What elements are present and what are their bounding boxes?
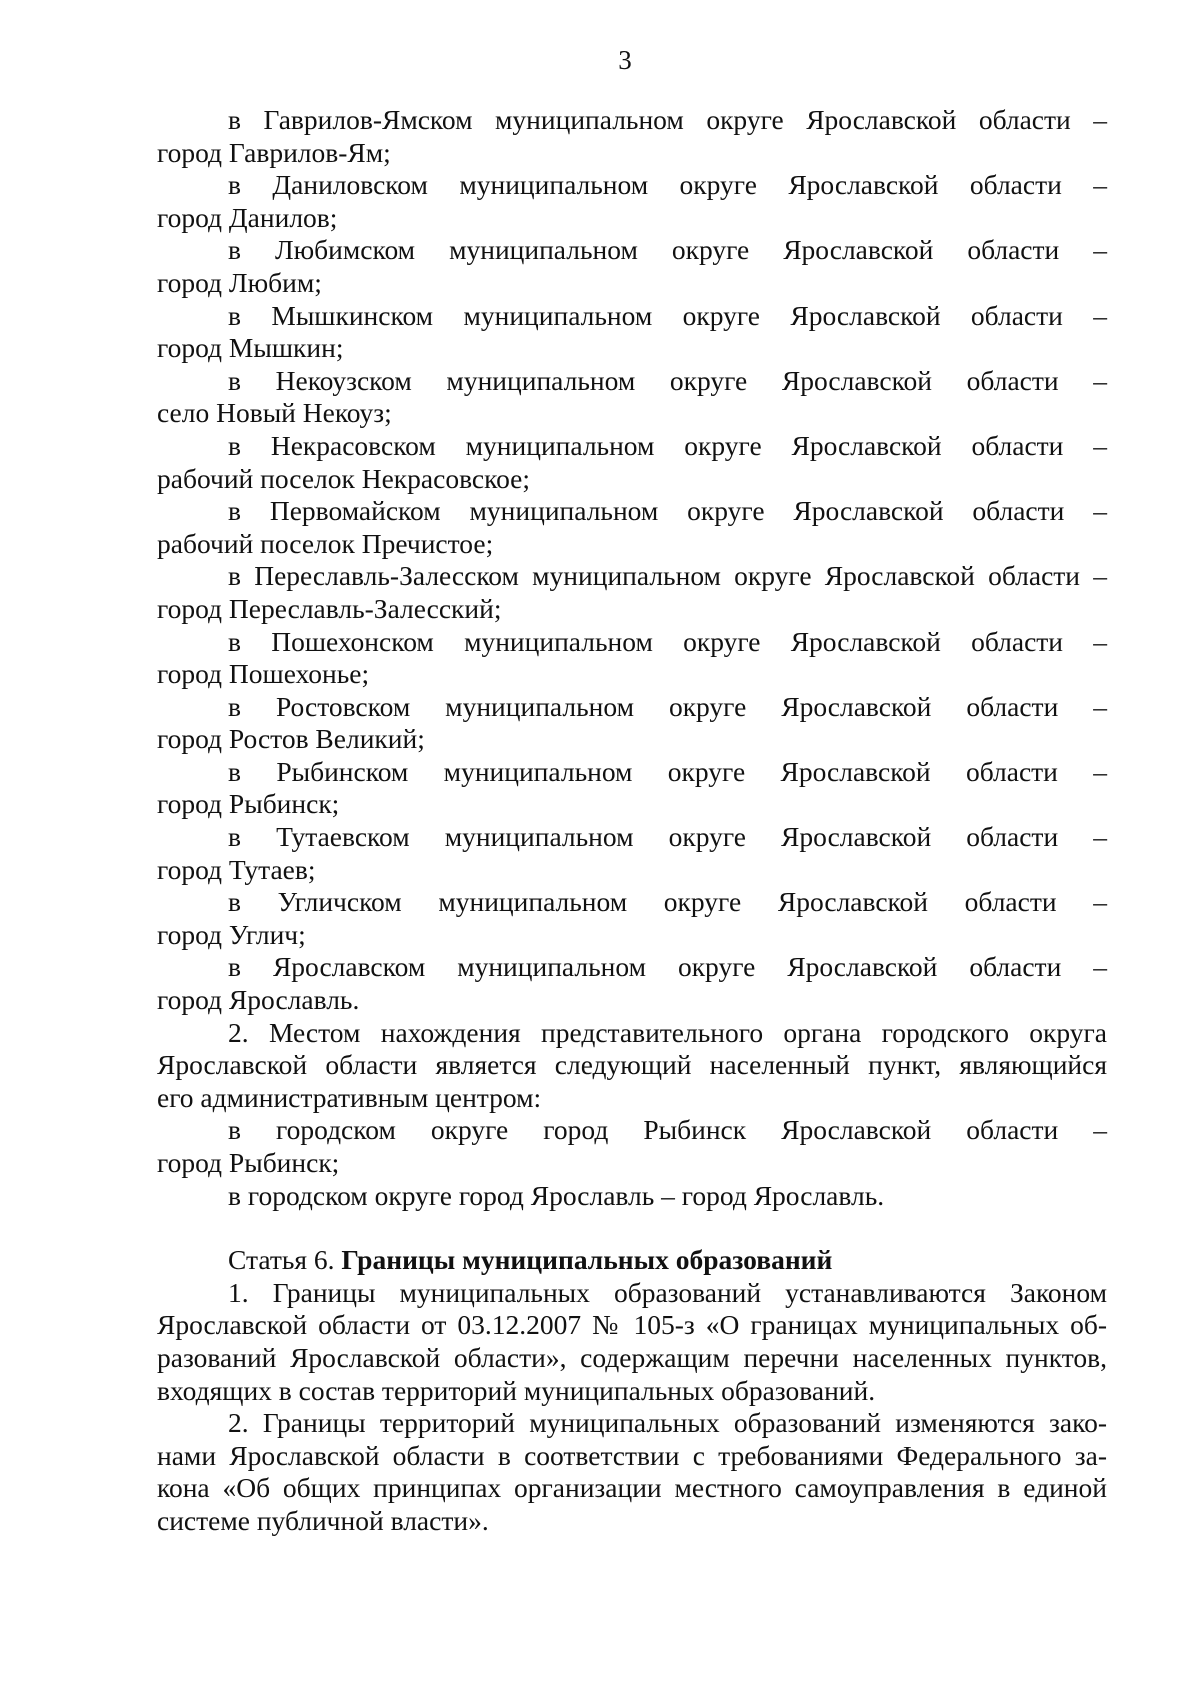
paragraph-line: Ярославской области является следующий населенный пункт, являющийся bbox=[157, 1049, 1107, 1081]
district-center: город Переславль-Залесский; bbox=[157, 592, 502, 624]
district-line: в Мышкинском муниципальном округе Ярославской области – bbox=[228, 299, 1107, 331]
district-line: в Тутаевском муниципальном округе Ярославской области – bbox=[228, 821, 1107, 853]
district-line: в Переславль-Залесском муниципальном округе Ярославской области – bbox=[228, 560, 1107, 592]
city-district-center: город Рыбинск; bbox=[157, 1147, 340, 1178]
paragraph-line: его административным центром: bbox=[157, 1081, 542, 1113]
district-center: рабочий поселок Некрасовское; bbox=[157, 462, 530, 494]
paragraph-line: входящих в состав территорий муниципальных образований. bbox=[157, 1374, 876, 1406]
paragraph-line: системе публичной власти». bbox=[157, 1504, 489, 1536]
district-line: в Пошехонском муниципальном округе Ярославской области – bbox=[228, 625, 1107, 657]
spacer bbox=[157, 1212, 1107, 1244]
paragraph-line: 2. Местом нахождения представительного органа городского округа bbox=[228, 1016, 1107, 1048]
district-center: город Рыбинск; bbox=[157, 788, 340, 820]
district-line: в Даниловском муниципальном округе Ярославской области – bbox=[228, 169, 1107, 201]
city-district-list bbox=[157, 1114, 1107, 1212]
document-body bbox=[157, 104, 1107, 1538]
district-line: в Первомайском муниципальном округе Ярославской области – bbox=[228, 495, 1107, 527]
article-6 bbox=[157, 1244, 1107, 1537]
district-center: село Новый Некоуз; bbox=[157, 397, 392, 429]
city-district-line: в городском округе город Ярославль – город Ярославль. bbox=[228, 1179, 885, 1211]
district-center: город Любим; bbox=[157, 266, 322, 298]
district-center: город Данилов; bbox=[157, 201, 338, 233]
paragraph-line: Ярославской области от 03.12.2007 № 105-з «О границах муниципальных об- bbox=[157, 1309, 1107, 1341]
paragraph-line: разований Ярославской области», содержащим перечни населенных пунктов, bbox=[157, 1341, 1107, 1373]
district-center: город Гаврилов-Ям; bbox=[157, 136, 391, 168]
paragraph-2 bbox=[157, 1017, 1107, 1115]
district-center: город Мышкин; bbox=[157, 332, 344, 364]
district-line: в Угличском муниципальном округе Ярославской области – bbox=[228, 886, 1107, 918]
article-number: Статья 6. bbox=[228, 1244, 342, 1276]
district-line: в Некрасовском муниципальном округе Ярославской области – bbox=[228, 429, 1107, 461]
district-line: в Ростовском муниципальном округе Ярославской области – bbox=[228, 690, 1107, 722]
paragraph-line: нами Ярославской области в соответствии с требованиями Федерального за- bbox=[157, 1439, 1107, 1471]
page-number: 3 bbox=[618, 45, 632, 75]
paragraph-line: кона «Об общих принципах организации местного самоуправления в единой bbox=[157, 1472, 1107, 1504]
district-center: рабочий поселок Пречистое; bbox=[157, 527, 494, 559]
district-center: город Тутаев; bbox=[157, 853, 316, 885]
district-center: город Углич; bbox=[157, 918, 306, 950]
district-line: в Рыбинском муниципальном округе Ярославской области – bbox=[228, 755, 1107, 787]
city-district-line: в городском округе город Рыбинск Ярославской области – bbox=[228, 1114, 1107, 1146]
district-list bbox=[157, 104, 1107, 1017]
article-title: Границы муниципальных образований bbox=[341, 1244, 833, 1276]
article-heading bbox=[157, 1244, 1107, 1277]
district-line: в Некоузском муниципальном округе Ярославской области – bbox=[228, 364, 1107, 396]
district-center: город Ростов Великий; bbox=[157, 723, 425, 755]
district-line: в Ярославском муниципальном округе Ярославской области – bbox=[228, 951, 1107, 983]
paragraph-line: 1. Границы муниципальных образований устанавливаются Законом bbox=[228, 1276, 1107, 1308]
district-center: город Ярославль. bbox=[157, 984, 360, 1016]
district-line: в Гаврилов-Ямском муниципальном округе Ярославской области – bbox=[228, 104, 1107, 135]
district-center: город Пошехонье; bbox=[157, 658, 370, 690]
paragraph-line: 2. Границы территорий муниципальных образований изменяются зако- bbox=[228, 1407, 1107, 1439]
district-line: в Любимском муниципальном округе Ярославской области – bbox=[228, 234, 1107, 266]
